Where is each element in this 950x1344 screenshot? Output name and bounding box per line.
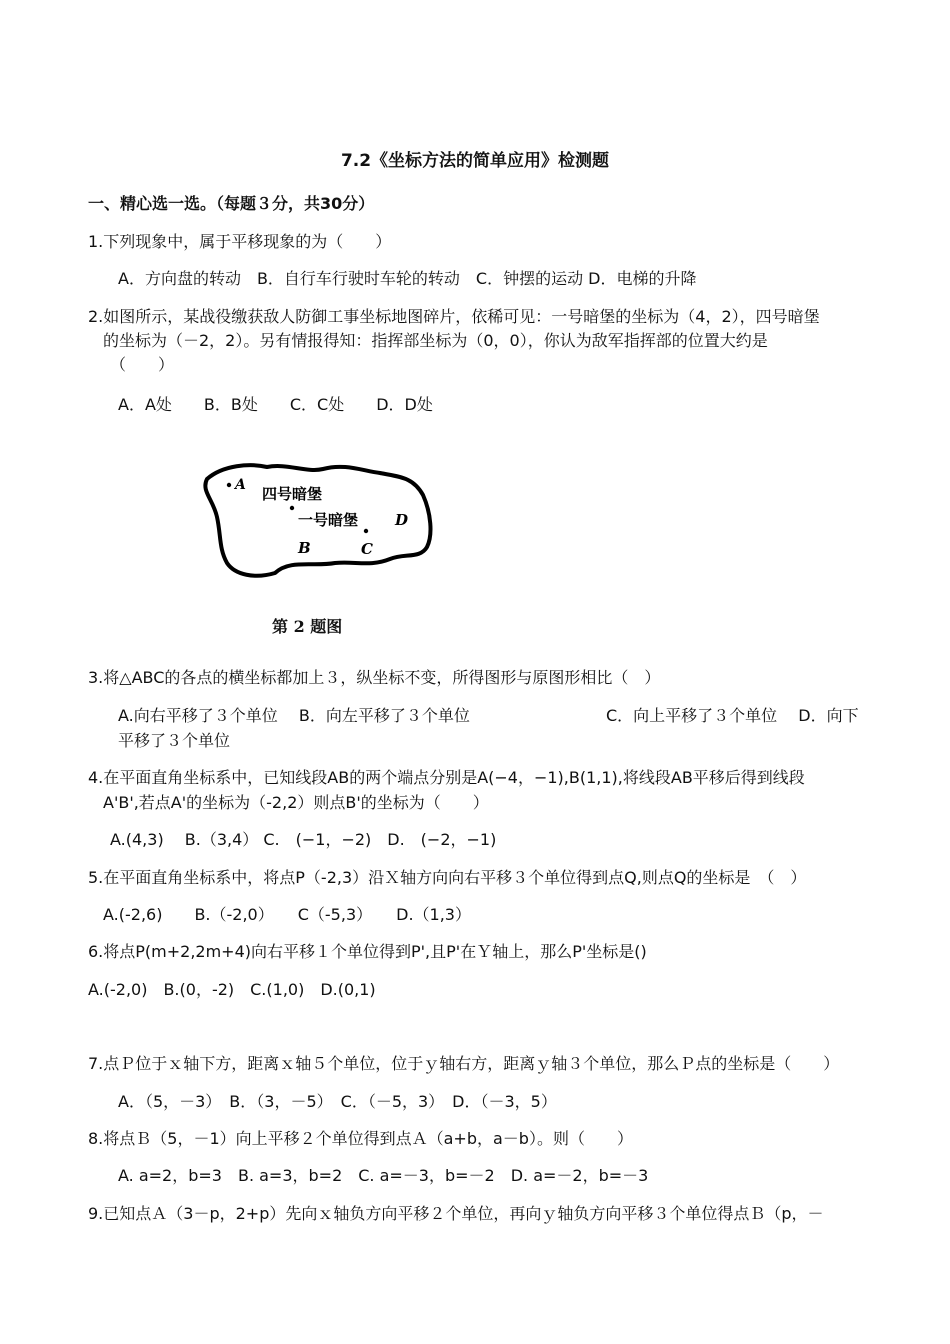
point-four-dot <box>290 506 294 510</box>
question-8-options: A. a=2，b=3 B. a=3，b=2 C. a=－3，b=－2 D. a=－2，b=－3 <box>118 1166 649 1185</box>
question-7-options: A．（5，－3） B．（3，－5） C．（－5，3） D．（－3，5） <box>118 1092 557 1111</box>
question-3-options-line2: 平移了３个单位 <box>118 731 231 750</box>
question-3-options-line1a: A.向右平移了３个单位 B．向左平移了３个单位 <box>118 706 470 725</box>
question-2-stem-line3: （ ） <box>110 355 175 374</box>
point-a-dot <box>227 483 231 487</box>
page-title: 7.2《坐标方法的简单应用》检测题 <box>340 151 610 171</box>
question-2-options: A．A处 B．B处 C．C处 D．D处 <box>118 395 433 414</box>
question-1-options: A．方向盘的转动 B．自行车行驶时车轮的转动 C．钟摆的运动 D．电梯的升降 <box>118 269 697 288</box>
point-one-dot <box>364 529 368 533</box>
question-6-options: A.(-2,0) B.(0，-2) C.(1,0) D.(0,1) <box>88 980 376 999</box>
question-3-stem: 3.将△ABC的各点的横坐标都加上３，纵坐标不变，所得图形与原图形相比（ ） <box>88 668 661 687</box>
map-label-one: 一号暗堡 <box>298 511 359 529</box>
question-6-stem: 6.将点P(m+2,2m+4)向右平移１个单位得到P',且P'在Ｙ轴上，那么P'坐标是() <box>88 942 647 961</box>
question-4-options: A.(4,3) B.（3,4） C. (−1，−2) D. (−2，−1) <box>110 830 497 849</box>
question-1-stem: 1.下列现象中，属于平移现象的为（ ） <box>88 232 392 251</box>
question-7-stem: 7.点Ｐ位于ｘ轴下方，距离ｘ轴５个单位，位于ｙ轴右方，距离ｙ轴３个单位，那么Ｐ点的坐标是（ ） <box>88 1054 840 1073</box>
section-heading: 一、精心选一选。（每题３分，共30分） <box>88 194 375 213</box>
map-label-b: B <box>298 539 311 557</box>
map-label-four: 四号暗堡 <box>262 485 323 503</box>
question-2-stem-line1: 2.如图所示，某战役缴获敌人防御工事坐标地图碎片，依稀可见：一号暗堡的坐标为（4，2），四号暗堡 <box>88 307 820 326</box>
map-label-d: D <box>395 511 409 529</box>
question-5-options: A.(-2,6) B.（-2,0） C（-5,3） D.（1,3） <box>103 905 471 924</box>
map-label-c: C <box>361 540 373 558</box>
question-3-options-line1b: C．向上平移了３个单位 D．向下 <box>606 706 859 725</box>
question-9-stem: 9.已知点Ａ（3－p，2+p）先向ｘ轴负方向平移２个单位，再向ｙ轴负方向平移３个单位得点Ｂ（p，－ <box>88 1204 824 1223</box>
question-4-stem-line1: 4.在平面直角坐标系中，已知线段AB的两个端点分别是A(−4，−1),B(1,1),将线段AB平移后得到线段 <box>88 768 805 787</box>
question-5-stem: 5.在平面直角坐标系中，将点P（-2,3）沿Ｘ轴方向向右平移３个单位得到点Q,则点Q的坐标是 （ ） <box>88 868 807 887</box>
question-2-map-figure <box>195 455 440 585</box>
map-label-a: A <box>235 477 246 493</box>
figure-caption: 第 2 题图 <box>272 617 343 636</box>
question-2-stem-line2: 的坐标为（－2，2）。另有情报得知：指挥部坐标为（0，0），你认为敌军指挥部的位置大约是 <box>103 331 768 350</box>
question-4-stem-line2: A'B',若点A'的坐标为（-2,2）则点B'的坐标为（ ） <box>103 793 489 812</box>
question-8-stem: 8.将点Ｂ（5，－1）向上平移２个单位得到点Ａ（a+b，a－b）。则（ ） <box>88 1129 633 1148</box>
